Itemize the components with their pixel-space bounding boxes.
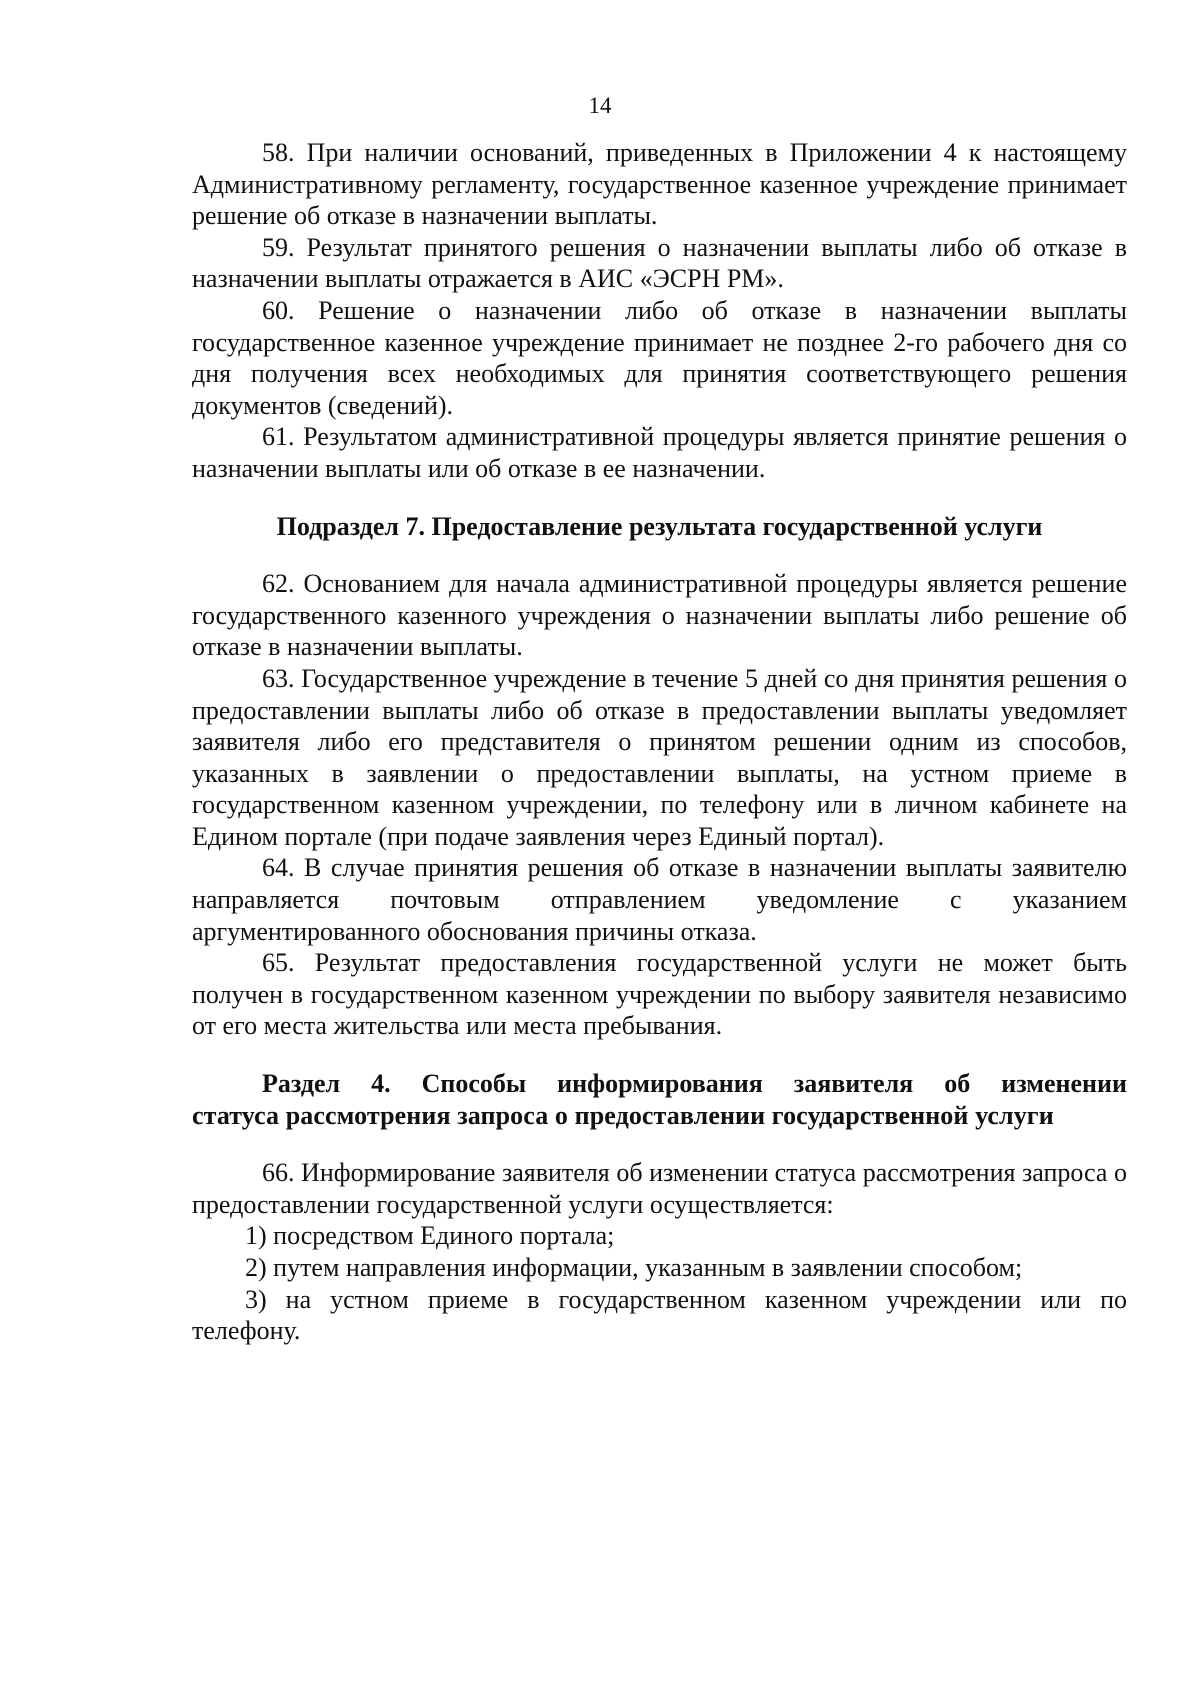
list-item-3: 3) на устном приеме в государственном казенном учреждении или по телефону. xyxy=(192,1284,1127,1346)
paragraph-62: 62. Основанием для начала административной процедуры является решение государственного казенного учреждения о назначении выплаты либо решение об отказе в назначении выплаты. xyxy=(192,569,1127,662)
page-number: 14 xyxy=(588,93,612,118)
paragraph-66: 66. Информирование заявителя об изменении статуса рассмотрения запроса о предоставлении государственной услуги осуществляется: xyxy=(192,1158,1127,1219)
paragraph-65: 65. Результат предоставления государственной услуги не может быть получен в государственном казенном учреждении по выбору заявителя независимо от его места жительства или места пребывания. xyxy=(192,948,1127,1041)
list-item-1: 1) посредством Единого портала; xyxy=(245,1221,615,1251)
paragraph-59: 59. Результат принятого решения о назначении выплаты либо об отказе в назначении выплаты отражается в АИС «ЭСРН РМ». xyxy=(192,232,1127,294)
list-item-2: 2) путем направления информации, указанным в заявлении способом; xyxy=(245,1253,1023,1282)
document-body xyxy=(192,137,1127,1347)
subsection-heading: Подраздел 7. Предоставление результата государственной услуги xyxy=(276,511,1043,541)
paragraph-61: 61. Результатом административной процедуры является принятие решения о назначении выплаты или об отказе в ее назначении. xyxy=(192,422,1127,483)
paragraph-60: 60. Решение о назначении либо об отказе в назначении выплаты государственное казенное учреждение принимает не позднее 2-го рабочего дня со дня получения всех необходимых для принятия соответствующего решения документов (сведений). xyxy=(192,295,1127,420)
section-heading-line-1: Раздел 4. Способы информирования заявителя об изменении xyxy=(262,1069,1127,1099)
section-heading-line-2: статуса рассмотрения запроса о предоставлении государственной услуги xyxy=(192,1100,1054,1130)
paragraph-58: 58. При наличии оснований, приведенных в Приложении 4 к настоящему Административному регламенту, государственное казенное учреждение принимает решение об отказе в назначении выплаты. xyxy=(192,138,1127,231)
paragraph-63: 63. Государственное учреждение в течение 5 дней со дня принятия решения о предоставлении выплаты либо об отказе в предоставлении выплаты уведомляет заявителя либо его представителя о принятом решении одним из способов, указанных в заявлении о предоставлении выплаты, на устном приеме в государственном казенном учреждении, по телефону или в личном кабинете на Едином портале (при подаче заявления через Единый портал). xyxy=(192,663,1127,851)
paragraph-64: 64. В случае принятия решения об отказе в назначении выплаты заявителю направляется почтовым отправлением уведомление с указанием аргументированного обоснования причины отказа. xyxy=(192,853,1127,946)
